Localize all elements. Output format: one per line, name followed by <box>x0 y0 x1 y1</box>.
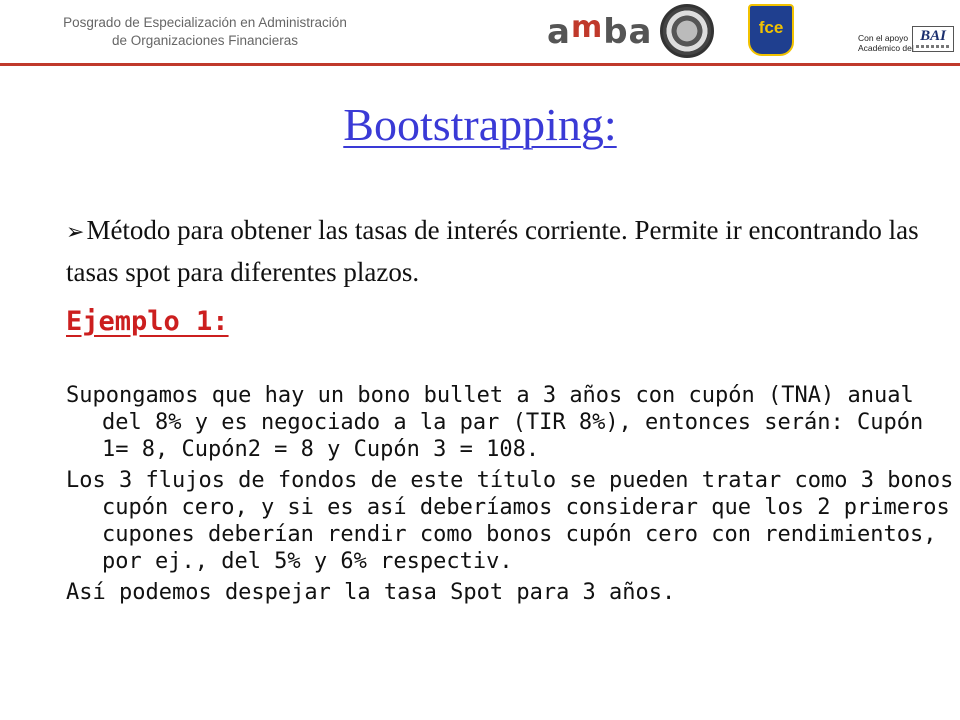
support-label-line1: Con el apoyo <box>858 33 909 43</box>
slide-title: Bootstrapping: <box>343 99 617 150</box>
program-title <box>20 14 390 50</box>
header-divider <box>0 63 960 66</box>
amba-logo-ba: ba <box>603 12 653 52</box>
example-heading: Ejemplo 1: <box>66 306 229 337</box>
program-title-line1: Posgrado de Especialización en Administración <box>63 15 347 30</box>
program-title-line2: de Organizaciones Financieras <box>111 33 299 48</box>
paragraph-spot: Así podemos despejar la tasa Spot para 3 años. <box>66 580 676 605</box>
amba-logo <box>547 12 653 52</box>
bai-logo: BAI <box>912 26 954 52</box>
amba-logo-a: a <box>547 12 571 52</box>
amba-logo-m: m <box>570 10 604 45</box>
intro-text: Método para obtener las tasas de interés corriente. Permite ir encontrando las tasas spot para diferentes plazos. <box>66 215 919 287</box>
university-seal-logo <box>660 4 714 58</box>
example-body <box>66 382 956 610</box>
arrow-bullet-icon: ➢ <box>66 219 85 244</box>
support-label <box>858 33 914 53</box>
paragraph-flows: Los 3 flujos de fondos de este título se pueden tratar como 3 bonos cupón cero, y si es así deberíamos considerar que los 2 primeros cupones deberían rendir como bonos cupón cero con rendimientos, por ej., del 5% y 6% respectiv. <box>66 468 954 574</box>
paragraph-bond: Supongamos que hay un bono bullet a 3 años con cupón (TNA) anual del 8% y es negociado a la par (TIR 8%), entonces serán: Cupón 1= 8, Cupón2 = 8 y Cupón 3 = 108. <box>66 383 924 462</box>
intro-bullet <box>66 210 946 292</box>
support-label-line2: Académico del <box>858 43 914 53</box>
slide-header <box>0 0 960 64</box>
fce-logo: fce <box>748 4 794 56</box>
